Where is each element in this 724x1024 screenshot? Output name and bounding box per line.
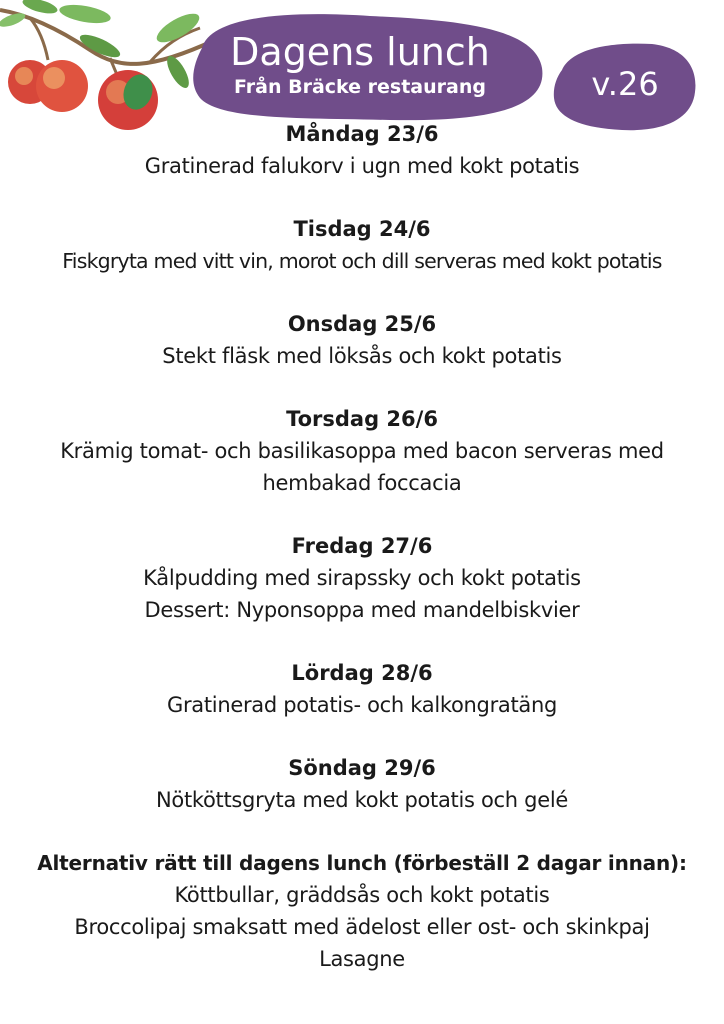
page-title: Dagens lunch bbox=[230, 30, 490, 74]
day-heading: Fredag 27/6 bbox=[291, 534, 433, 558]
day-monday bbox=[0, 118, 724, 182]
alternative-dishes bbox=[0, 847, 724, 975]
day-heading: Måndag 23/6 bbox=[285, 122, 439, 146]
dish-line: Stekt fläsk med löksås och kokt potatis bbox=[162, 344, 562, 368]
dish-line: Kålpudding med sirapssky och kokt potatis bbox=[143, 566, 581, 590]
dish-line: Dessert: Nyponsoppa med mandelbiskvier bbox=[144, 598, 580, 622]
alternative-heading: Alternativ rätt till dagens lunch (förbeställ 2 dagar innan): bbox=[37, 851, 687, 875]
dish-line: hembakad foccacia bbox=[262, 471, 462, 495]
day-heading: Tisdag 24/6 bbox=[293, 217, 431, 241]
day-sunday bbox=[0, 752, 724, 816]
dish-line: Fiskgryta med vitt vin, morot och dill serveras med kokt potatis bbox=[62, 249, 662, 273]
page-subtitle: Från Bräcke restaurang bbox=[234, 76, 486, 98]
day-heading: Onsdag 25/6 bbox=[287, 312, 437, 336]
menu-list bbox=[0, 118, 724, 975]
day-heading: Torsdag 26/6 bbox=[286, 407, 438, 431]
day-tuesday bbox=[0, 213, 724, 277]
dish-line: Broccolipaj smaksatt med ädelost eller ost- och skinkpaj bbox=[74, 915, 650, 939]
day-heading: Söndag 29/6 bbox=[288, 756, 436, 780]
dish-line: Nötköttsgryta med kokt potatis och gelé bbox=[156, 788, 568, 812]
dish-line: Krämig tomat- och basilikasoppa med bacon serveras med bbox=[60, 439, 664, 463]
header-title-block bbox=[195, 30, 525, 100]
dish-line: Lasagne bbox=[319, 947, 405, 971]
dish-line: Gratinerad potatis- och kalkongratäng bbox=[166, 693, 558, 717]
week-label: v.26 bbox=[591, 65, 659, 103]
dish-line: Köttbullar, gräddsås och kokt potatis bbox=[174, 883, 550, 907]
day-thursday bbox=[0, 403, 724, 499]
day-saturday bbox=[0, 657, 724, 721]
day-wednesday bbox=[0, 308, 724, 372]
day-heading: Lördag 28/6 bbox=[291, 661, 433, 685]
day-friday bbox=[0, 530, 724, 626]
dish-line: Gratinerad falukorv i ugn med kokt potatis bbox=[144, 154, 580, 178]
